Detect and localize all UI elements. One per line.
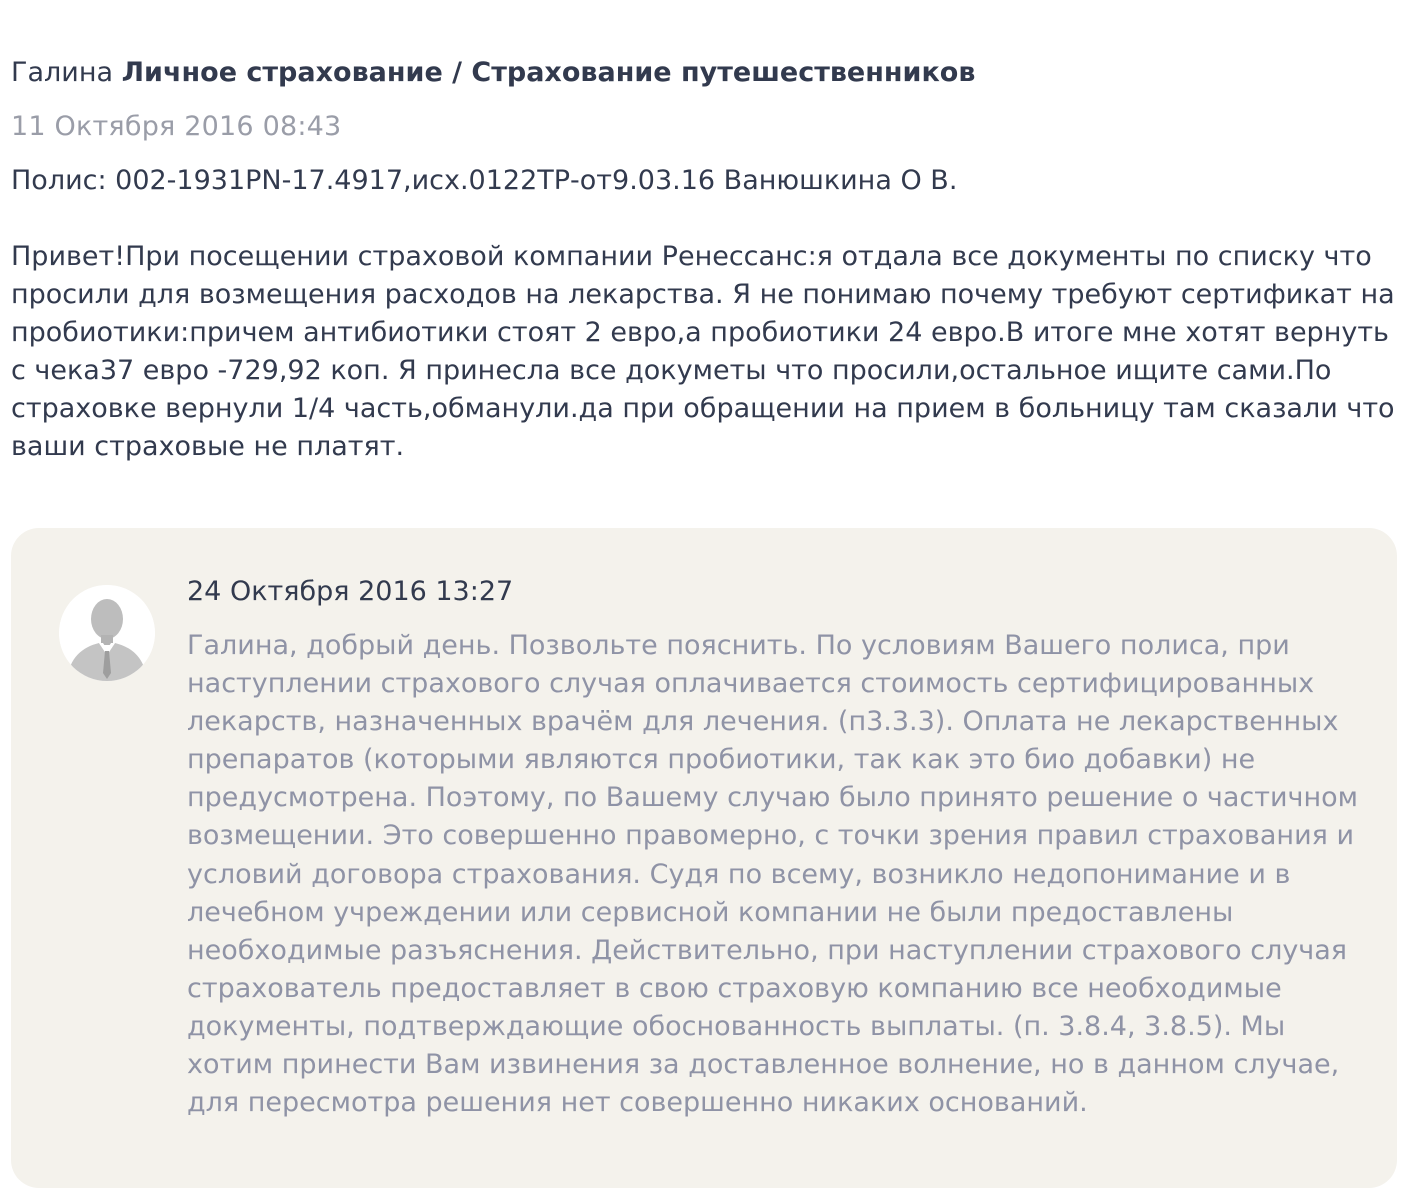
- review-category[interactable]: Личное страхование / Страхование путешественников: [121, 57, 976, 88]
- reply-date: 24 Октября 2016 13:27: [187, 576, 514, 607]
- reply-message: Галина, добрый день. Позвольте пояснить. По условиям Вашего полиса, при наступлении страхового случая оплачивается стоимость сертифицированных лекарств, назначенных врачём для лечения. (п3.3.3). Оплата не лекарственных препаратов (которыми являются пробиотики, так как это био добавки) не предусмотрена. Поэтому, по Вашему случаю было принято решение о частичном возмещении. Это совершенно правомерно, с точки зрения правил страхования и условий договора страхования. Судя по всему, возникло недопонимание и в лечебном учреждении или сервисной компании не были предоставлены необходимые разъяснения. Действительно, при наступлении страхового случая страхователь предоставляет в свою страховую компанию все необходимые документы, подтверждающие обоснованность выплаты. (п. 3.8.4, 3.8.5). Мы хотим принести Вам извинения за доставленное волнение, но в данном случае, для пересмотра решения нет совершенно никаких оснований.: [187, 630, 1359, 1119]
- review: [11, 52, 1401, 466]
- user-silhouette-icon: [59, 585, 155, 681]
- policy-info: Полис: 002-1931PN-17.4917,исх.0122ТР-от9.03.16 Ванюшкина О В.: [11, 165, 958, 196]
- review-message: Привет!При посещении страховой компании Ренессанс:я отдала все документы по списку что просили для возмещения расходов на лекарства. Я не понимаю почему требуют сертификат на пробиотики:причем антибиотики стоят 2 евро,а пробиотики 24 евро.В итоге мне хотят вернуть с чека37 евро -729,92 коп. Я принесла все докуметы что просили,остальное ищите сами.По страховке вернули 1/4 часть,обманули.да при обращении на прием в больницу там сказали что ваши страховые не платят.: [11, 241, 1395, 462]
- review-date: 11 Октября 2016 08:43: [11, 111, 342, 142]
- author-name: Галина: [11, 57, 114, 88]
- review-header: [11, 52, 1401, 94]
- company-reply: [11, 528, 1397, 1188]
